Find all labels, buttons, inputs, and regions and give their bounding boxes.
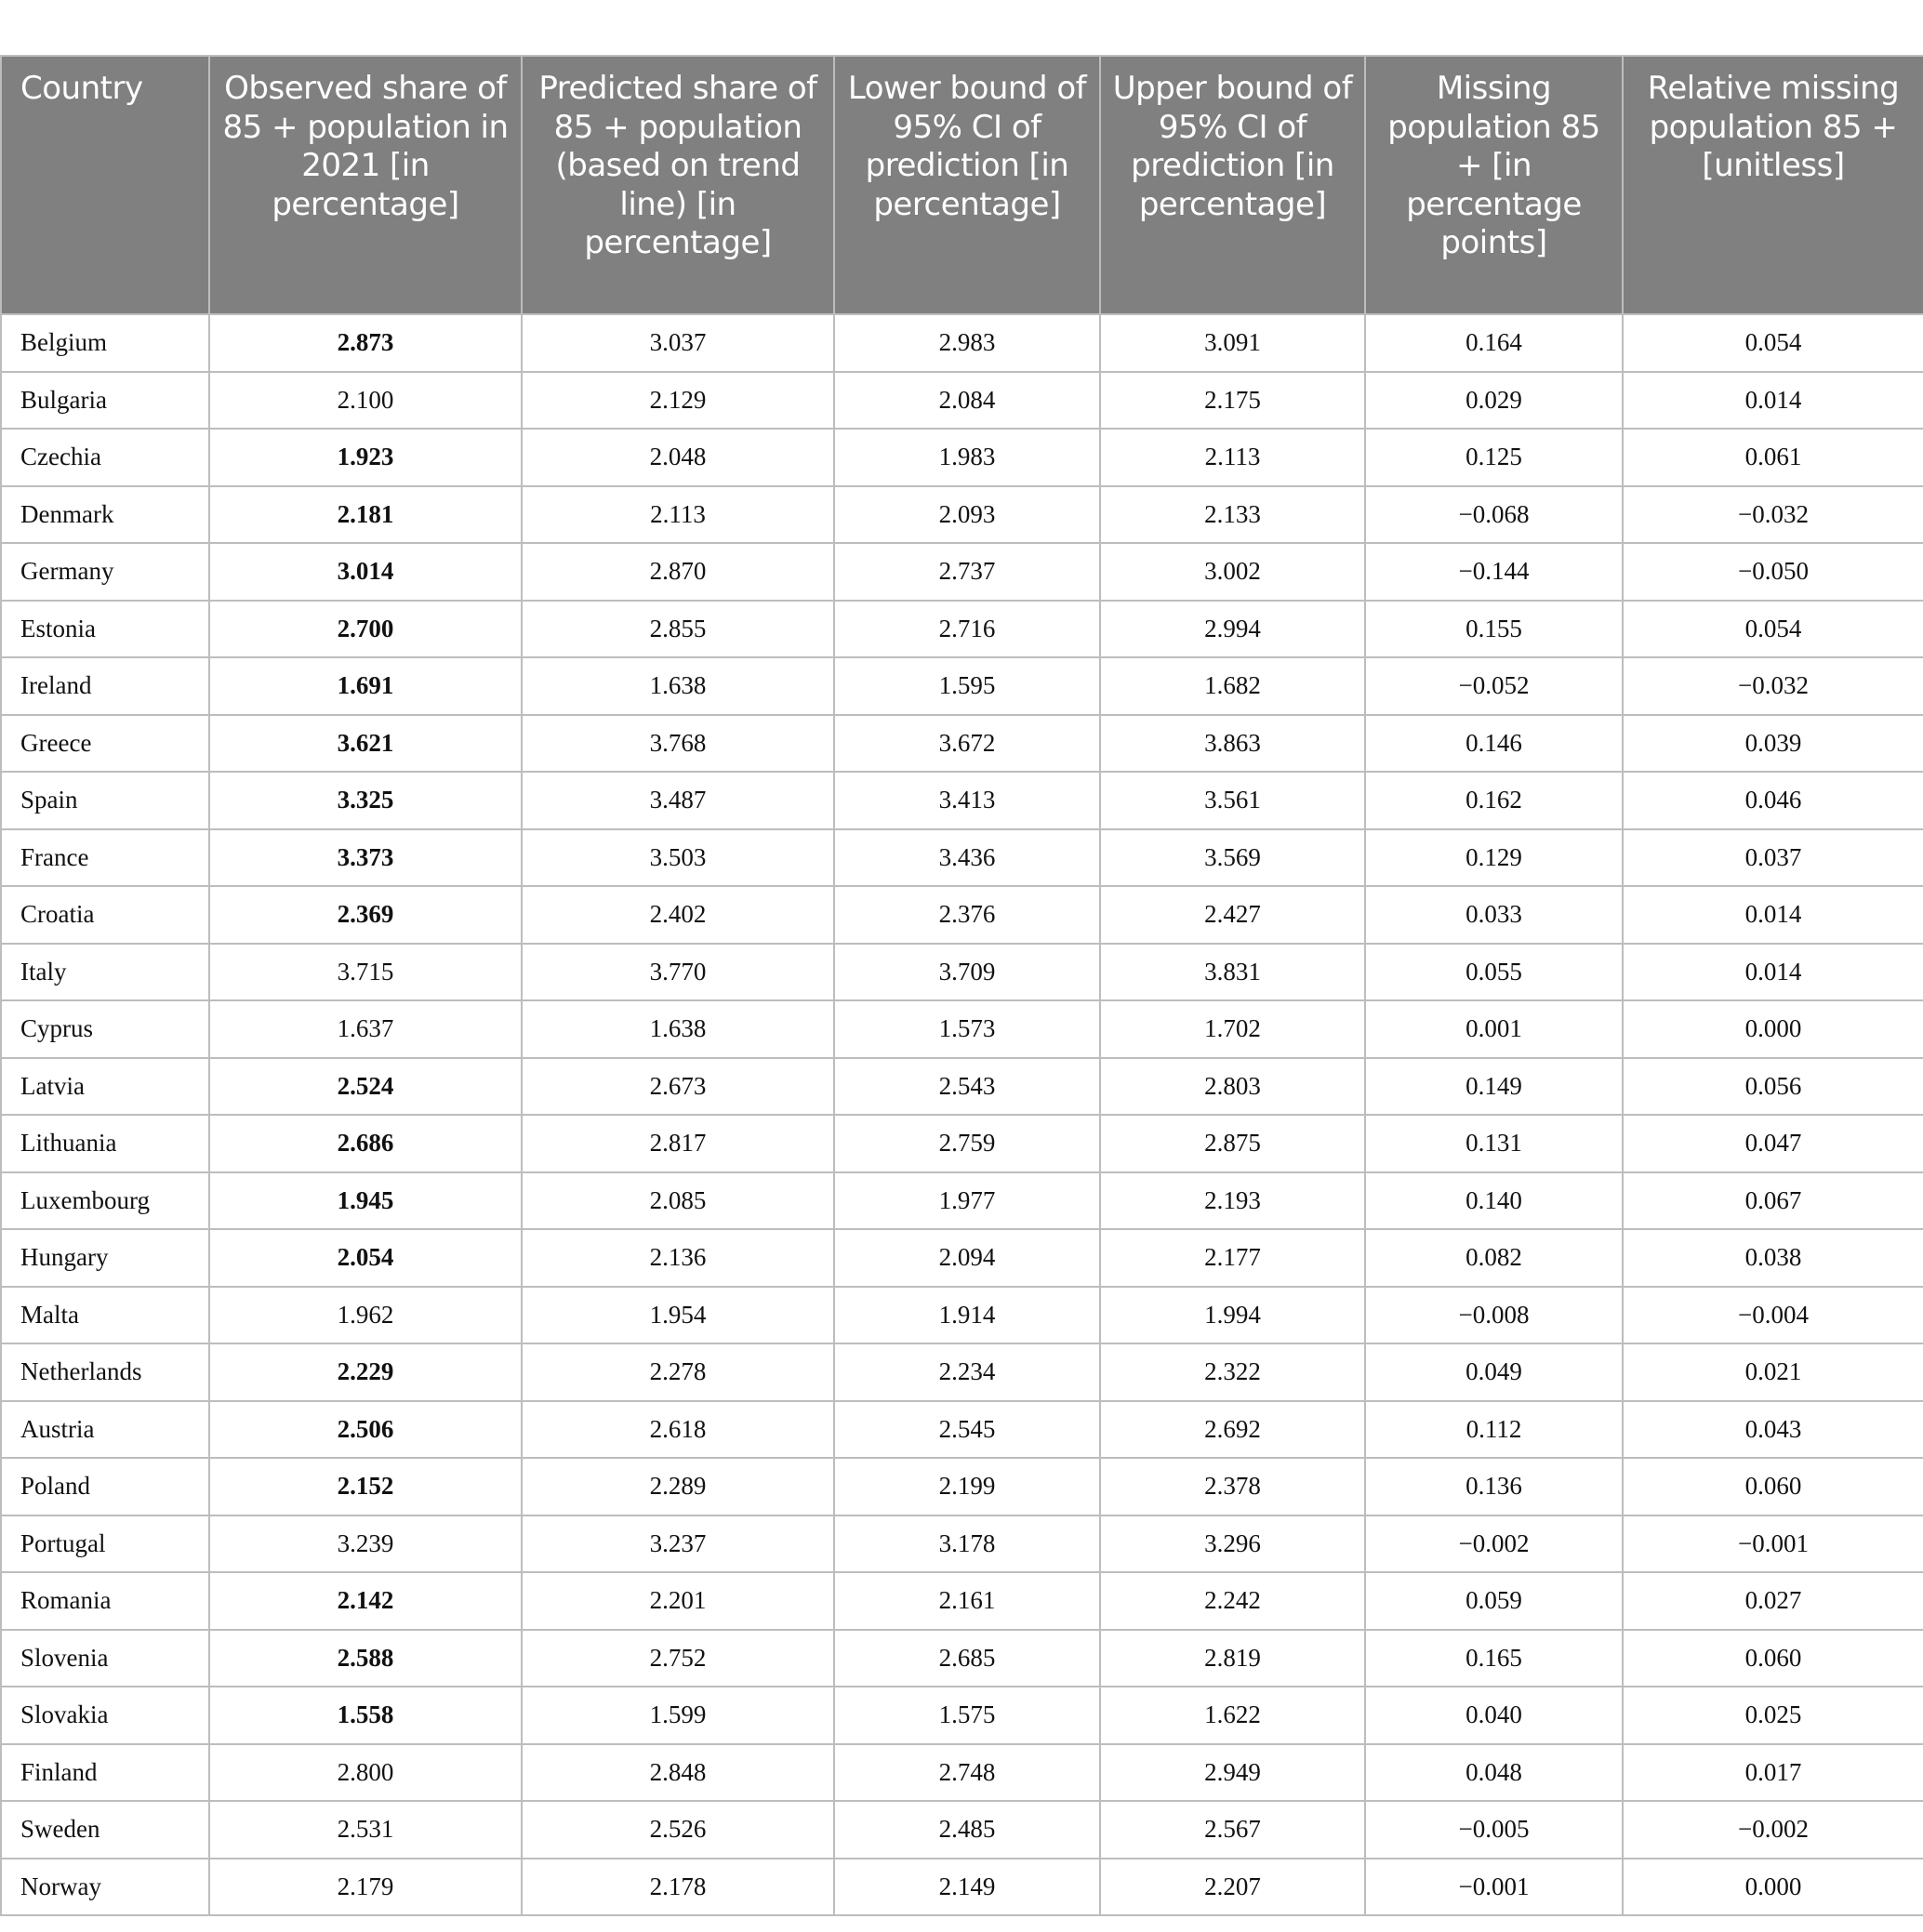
cell-upper-bound: 3.002 [1100, 543, 1365, 601]
cell-upper-bound: 2.875 [1100, 1115, 1365, 1172]
table-row [1, 1859, 1923, 1916]
cell-lower-bound: 2.983 [834, 314, 1100, 372]
cell-lower-bound: 1.595 [834, 657, 1100, 715]
cell-country: Austria [1, 1401, 209, 1459]
header-row [1, 56, 1923, 314]
cell-missing: −0.144 [1365, 543, 1623, 601]
cell-missing: −0.005 [1365, 1801, 1623, 1859]
cell-missing: −0.008 [1365, 1287, 1623, 1344]
cell-country: Sweden [1, 1801, 209, 1859]
cell-predicted: 3.503 [522, 829, 834, 887]
header-observed: Observed share of 85 + population in 2021 [in percentage] [209, 56, 522, 314]
cell-missing: 0.149 [1365, 1058, 1623, 1116]
cell-lower-bound: 2.234 [834, 1343, 1100, 1401]
cell-lower-bound: 2.545 [834, 1401, 1100, 1459]
cell-relative-missing: 0.046 [1623, 772, 1923, 829]
cell-observed: 2.152 [209, 1458, 522, 1515]
cell-lower-bound: 3.178 [834, 1515, 1100, 1573]
table-row [1, 429, 1923, 486]
cell-relative-missing: −0.002 [1623, 1801, 1923, 1859]
table-row [1, 1744, 1923, 1802]
cell-lower-bound: 1.573 [834, 1000, 1100, 1058]
table-row [1, 1515, 1923, 1573]
cell-missing: 0.033 [1365, 886, 1623, 944]
cell-observed: 2.506 [209, 1401, 522, 1459]
table-row [1, 829, 1923, 887]
cell-upper-bound: 2.803 [1100, 1058, 1365, 1116]
cell-upper-bound: 2.242 [1100, 1572, 1365, 1630]
cell-lower-bound: 2.376 [834, 886, 1100, 944]
cell-upper-bound: 2.427 [1100, 886, 1365, 944]
cell-upper-bound: 3.863 [1100, 715, 1365, 773]
cell-relative-missing: 0.017 [1623, 1744, 1923, 1802]
cell-observed: 1.945 [209, 1172, 522, 1230]
cell-relative-missing: −0.032 [1623, 486, 1923, 544]
cell-predicted: 2.085 [522, 1172, 834, 1230]
cell-lower-bound: 2.716 [834, 601, 1100, 658]
cell-missing: 0.162 [1365, 772, 1623, 829]
cell-missing: 0.112 [1365, 1401, 1623, 1459]
cell-lower-bound: 1.575 [834, 1687, 1100, 1744]
cell-predicted: 2.136 [522, 1229, 834, 1287]
cell-country: Spain [1, 772, 209, 829]
cell-observed: 2.873 [209, 314, 522, 372]
cell-country: Belgium [1, 314, 209, 372]
cell-observed: 2.100 [209, 372, 522, 430]
table-row [1, 1172, 1923, 1230]
cell-country: Croatia [1, 886, 209, 944]
cell-missing: 0.055 [1365, 944, 1623, 1001]
cell-lower-bound: 2.149 [834, 1859, 1100, 1916]
cell-upper-bound: 2.819 [1100, 1630, 1365, 1687]
cell-upper-bound: 2.193 [1100, 1172, 1365, 1230]
cell-relative-missing: 0.038 [1623, 1229, 1923, 1287]
table-row [1, 1572, 1923, 1630]
cell-upper-bound: 1.622 [1100, 1687, 1365, 1744]
cell-upper-bound: 2.133 [1100, 486, 1365, 544]
cell-relative-missing: 0.056 [1623, 1058, 1923, 1116]
cell-predicted: 2.848 [522, 1744, 834, 1802]
cell-lower-bound: 2.759 [834, 1115, 1100, 1172]
cell-predicted: 2.289 [522, 1458, 834, 1515]
cell-lower-bound: 1.914 [834, 1287, 1100, 1344]
cell-country: Italy [1, 944, 209, 1001]
cell-relative-missing: 0.014 [1623, 944, 1923, 1001]
cell-country: Estonia [1, 601, 209, 658]
table-row [1, 1687, 1923, 1744]
cell-predicted: 2.129 [522, 372, 834, 430]
cell-relative-missing: 0.021 [1623, 1343, 1923, 1401]
cell-observed: 1.962 [209, 1287, 522, 1344]
cell-relative-missing: 0.060 [1623, 1630, 1923, 1687]
cell-upper-bound: 2.949 [1100, 1744, 1365, 1802]
cell-observed: 2.179 [209, 1859, 522, 1916]
cell-predicted: 2.817 [522, 1115, 834, 1172]
table-row [1, 314, 1923, 372]
cell-country: Slovakia [1, 1687, 209, 1744]
cell-upper-bound: 1.994 [1100, 1287, 1365, 1344]
cell-lower-bound: 1.977 [834, 1172, 1100, 1230]
header-predicted: Predicted share of 85 + population (based on trend line) [in percentage] [522, 56, 834, 314]
table-row [1, 1000, 1923, 1058]
table-row [1, 886, 1923, 944]
cell-upper-bound: 3.296 [1100, 1515, 1365, 1573]
cell-missing: 0.129 [1365, 829, 1623, 887]
cell-upper-bound: 2.322 [1100, 1343, 1365, 1401]
cell-predicted: 2.673 [522, 1058, 834, 1116]
cell-observed: 3.373 [209, 829, 522, 887]
cell-observed: 2.524 [209, 1058, 522, 1116]
cell-country: Poland [1, 1458, 209, 1515]
cell-relative-missing: 0.061 [1623, 429, 1923, 486]
cell-predicted: 2.178 [522, 1859, 834, 1916]
cell-country: Lithuania [1, 1115, 209, 1172]
table-row [1, 1115, 1923, 1172]
cell-relative-missing: 0.027 [1623, 1572, 1923, 1630]
cell-upper-bound: 2.177 [1100, 1229, 1365, 1287]
header-lower-bound: Lower bound of 95% CI of prediction [in percentage] [834, 56, 1100, 314]
cell-lower-bound: 3.436 [834, 829, 1100, 887]
cell-lower-bound: 2.161 [834, 1572, 1100, 1630]
cell-upper-bound: 2.378 [1100, 1458, 1365, 1515]
cell-upper-bound: 2.113 [1100, 429, 1365, 486]
cell-observed: 3.325 [209, 772, 522, 829]
cell-relative-missing: 0.000 [1623, 1859, 1923, 1916]
cell-lower-bound: 1.983 [834, 429, 1100, 486]
cell-missing: 0.082 [1365, 1229, 1623, 1287]
header-relative-missing: Relative missing population 85 + [unitless] [1623, 56, 1923, 314]
cell-missing: 0.059 [1365, 1572, 1623, 1630]
cell-country: Denmark [1, 486, 209, 544]
cell-predicted: 2.278 [522, 1343, 834, 1401]
table-row [1, 772, 1923, 829]
cell-relative-missing: 0.014 [1623, 372, 1923, 430]
table-row [1, 1343, 1923, 1401]
cell-missing: 0.140 [1365, 1172, 1623, 1230]
cell-observed: 1.691 [209, 657, 522, 715]
cell-relative-missing: 0.039 [1623, 715, 1923, 773]
table-row [1, 486, 1923, 544]
cell-upper-bound: 3.831 [1100, 944, 1365, 1001]
cell-relative-missing: 0.043 [1623, 1401, 1923, 1459]
cell-lower-bound: 2.084 [834, 372, 1100, 430]
cell-relative-missing: 0.014 [1623, 886, 1923, 944]
cell-predicted: 1.638 [522, 657, 834, 715]
cell-predicted: 2.048 [522, 429, 834, 486]
cell-relative-missing: 0.054 [1623, 601, 1923, 658]
cell-predicted: 1.954 [522, 1287, 834, 1344]
cell-missing: 0.131 [1365, 1115, 1623, 1172]
header-missing: Missing population 85 + [in percentage points] [1365, 56, 1623, 314]
cell-observed: 1.637 [209, 1000, 522, 1058]
cell-missing: 0.001 [1365, 1000, 1623, 1058]
cell-missing: 0.164 [1365, 314, 1623, 372]
cell-country: Romania [1, 1572, 209, 1630]
cell-country: Cyprus [1, 1000, 209, 1058]
cell-missing: 0.040 [1365, 1687, 1623, 1744]
cell-observed: 3.621 [209, 715, 522, 773]
cell-observed: 1.923 [209, 429, 522, 486]
cell-predicted: 3.237 [522, 1515, 834, 1573]
cell-predicted: 2.201 [522, 1572, 834, 1630]
cell-predicted: 2.855 [522, 601, 834, 658]
cell-missing: 0.165 [1365, 1630, 1623, 1687]
cell-upper-bound: 3.561 [1100, 772, 1365, 829]
cell-missing: −0.002 [1365, 1515, 1623, 1573]
cell-lower-bound: 2.685 [834, 1630, 1100, 1687]
cell-upper-bound: 2.692 [1100, 1401, 1365, 1459]
cell-relative-missing: 0.047 [1623, 1115, 1923, 1172]
cell-observed: 1.558 [209, 1687, 522, 1744]
cell-relative-missing: 0.000 [1623, 1000, 1923, 1058]
cell-predicted: 2.870 [522, 543, 834, 601]
cell-missing: 0.136 [1365, 1458, 1623, 1515]
cell-lower-bound: 2.737 [834, 543, 1100, 601]
cell-country: Malta [1, 1287, 209, 1344]
cell-observed: 2.142 [209, 1572, 522, 1630]
cell-country: Netherlands [1, 1343, 209, 1401]
cell-observed: 3.715 [209, 944, 522, 1001]
cell-observed: 2.686 [209, 1115, 522, 1172]
cell-upper-bound: 2.994 [1100, 601, 1365, 658]
cell-upper-bound: 3.569 [1100, 829, 1365, 887]
cell-country: Norway [1, 1859, 209, 1916]
cell-country: Luxembourg [1, 1172, 209, 1230]
cell-missing: 0.146 [1365, 715, 1623, 773]
table-row [1, 715, 1923, 773]
cell-lower-bound: 2.485 [834, 1801, 1100, 1859]
table-row [1, 601, 1923, 658]
table-row [1, 1801, 1923, 1859]
cell-missing: −0.068 [1365, 486, 1623, 544]
cell-country: France [1, 829, 209, 887]
table-row [1, 944, 1923, 1001]
cell-missing: −0.001 [1365, 1859, 1623, 1916]
cell-lower-bound: 3.709 [834, 944, 1100, 1001]
cell-predicted: 2.526 [522, 1801, 834, 1859]
table-row [1, 372, 1923, 430]
cell-relative-missing: 0.037 [1623, 829, 1923, 887]
cell-upper-bound: 1.702 [1100, 1000, 1365, 1058]
cell-missing: 0.029 [1365, 372, 1623, 430]
data-table [0, 55, 1923, 1916]
cell-predicted: 3.770 [522, 944, 834, 1001]
cell-country: Czechia [1, 429, 209, 486]
cell-upper-bound: 2.207 [1100, 1859, 1365, 1916]
cell-observed: 2.369 [209, 886, 522, 944]
cell-relative-missing: 0.054 [1623, 314, 1923, 372]
cell-predicted: 3.037 [522, 314, 834, 372]
cell-country: Portugal [1, 1515, 209, 1573]
cell-predicted: 2.113 [522, 486, 834, 544]
cell-upper-bound: 1.682 [1100, 657, 1365, 715]
cell-lower-bound: 3.413 [834, 772, 1100, 829]
cell-observed: 2.531 [209, 1801, 522, 1859]
cell-relative-missing: −0.050 [1623, 543, 1923, 601]
table-row [1, 1458, 1923, 1515]
cell-country: Ireland [1, 657, 209, 715]
table-row [1, 1229, 1923, 1287]
cell-missing: 0.155 [1365, 601, 1623, 658]
table-row [1, 1058, 1923, 1116]
cell-country: Latvia [1, 1058, 209, 1116]
cell-country: Hungary [1, 1229, 209, 1287]
cell-missing: −0.052 [1365, 657, 1623, 715]
cell-observed: 2.588 [209, 1630, 522, 1687]
cell-observed: 2.054 [209, 1229, 522, 1287]
cell-predicted: 1.599 [522, 1687, 834, 1744]
cell-relative-missing: −0.032 [1623, 657, 1923, 715]
table-row [1, 1630, 1923, 1687]
cell-relative-missing: −0.004 [1623, 1287, 1923, 1344]
cell-missing: 0.048 [1365, 1744, 1623, 1802]
cell-country: Bulgaria [1, 372, 209, 430]
cell-lower-bound: 3.672 [834, 715, 1100, 773]
cell-lower-bound: 2.199 [834, 1458, 1100, 1515]
cell-predicted: 3.768 [522, 715, 834, 773]
cell-country: Germany [1, 543, 209, 601]
header-upper-bound: Upper bound of 95% CI of prediction [in percentage] [1100, 56, 1365, 314]
cell-missing: 0.049 [1365, 1343, 1623, 1401]
cell-lower-bound: 2.094 [834, 1229, 1100, 1287]
cell-observed: 2.181 [209, 486, 522, 544]
cell-upper-bound: 3.091 [1100, 314, 1365, 372]
table-row [1, 1287, 1923, 1344]
cell-predicted: 2.618 [522, 1401, 834, 1459]
cell-observed: 2.800 [209, 1744, 522, 1802]
cell-country: Slovenia [1, 1630, 209, 1687]
cell-lower-bound: 2.093 [834, 486, 1100, 544]
cell-upper-bound: 2.175 [1100, 372, 1365, 430]
table-row [1, 657, 1923, 715]
cell-observed: 3.014 [209, 543, 522, 601]
cell-missing: 0.125 [1365, 429, 1623, 486]
cell-relative-missing: 0.025 [1623, 1687, 1923, 1744]
cell-lower-bound: 2.543 [834, 1058, 1100, 1116]
cell-lower-bound: 2.748 [834, 1744, 1100, 1802]
cell-predicted: 1.638 [522, 1000, 834, 1058]
cell-predicted: 2.402 [522, 886, 834, 944]
cell-upper-bound: 2.567 [1100, 1801, 1365, 1859]
table-row [1, 543, 1923, 601]
cell-predicted: 2.752 [522, 1630, 834, 1687]
cell-relative-missing: 0.067 [1623, 1172, 1923, 1230]
cell-relative-missing: 0.060 [1623, 1458, 1923, 1515]
cell-relative-missing: −0.001 [1623, 1515, 1923, 1573]
cell-observed: 3.239 [209, 1515, 522, 1573]
cell-country: Finland [1, 1744, 209, 1802]
table-row [1, 1401, 1923, 1459]
cell-observed: 2.700 [209, 601, 522, 658]
header-country: Country [1, 56, 209, 314]
cell-country: Greece [1, 715, 209, 773]
cell-predicted: 3.487 [522, 772, 834, 829]
cell-observed: 2.229 [209, 1343, 522, 1401]
